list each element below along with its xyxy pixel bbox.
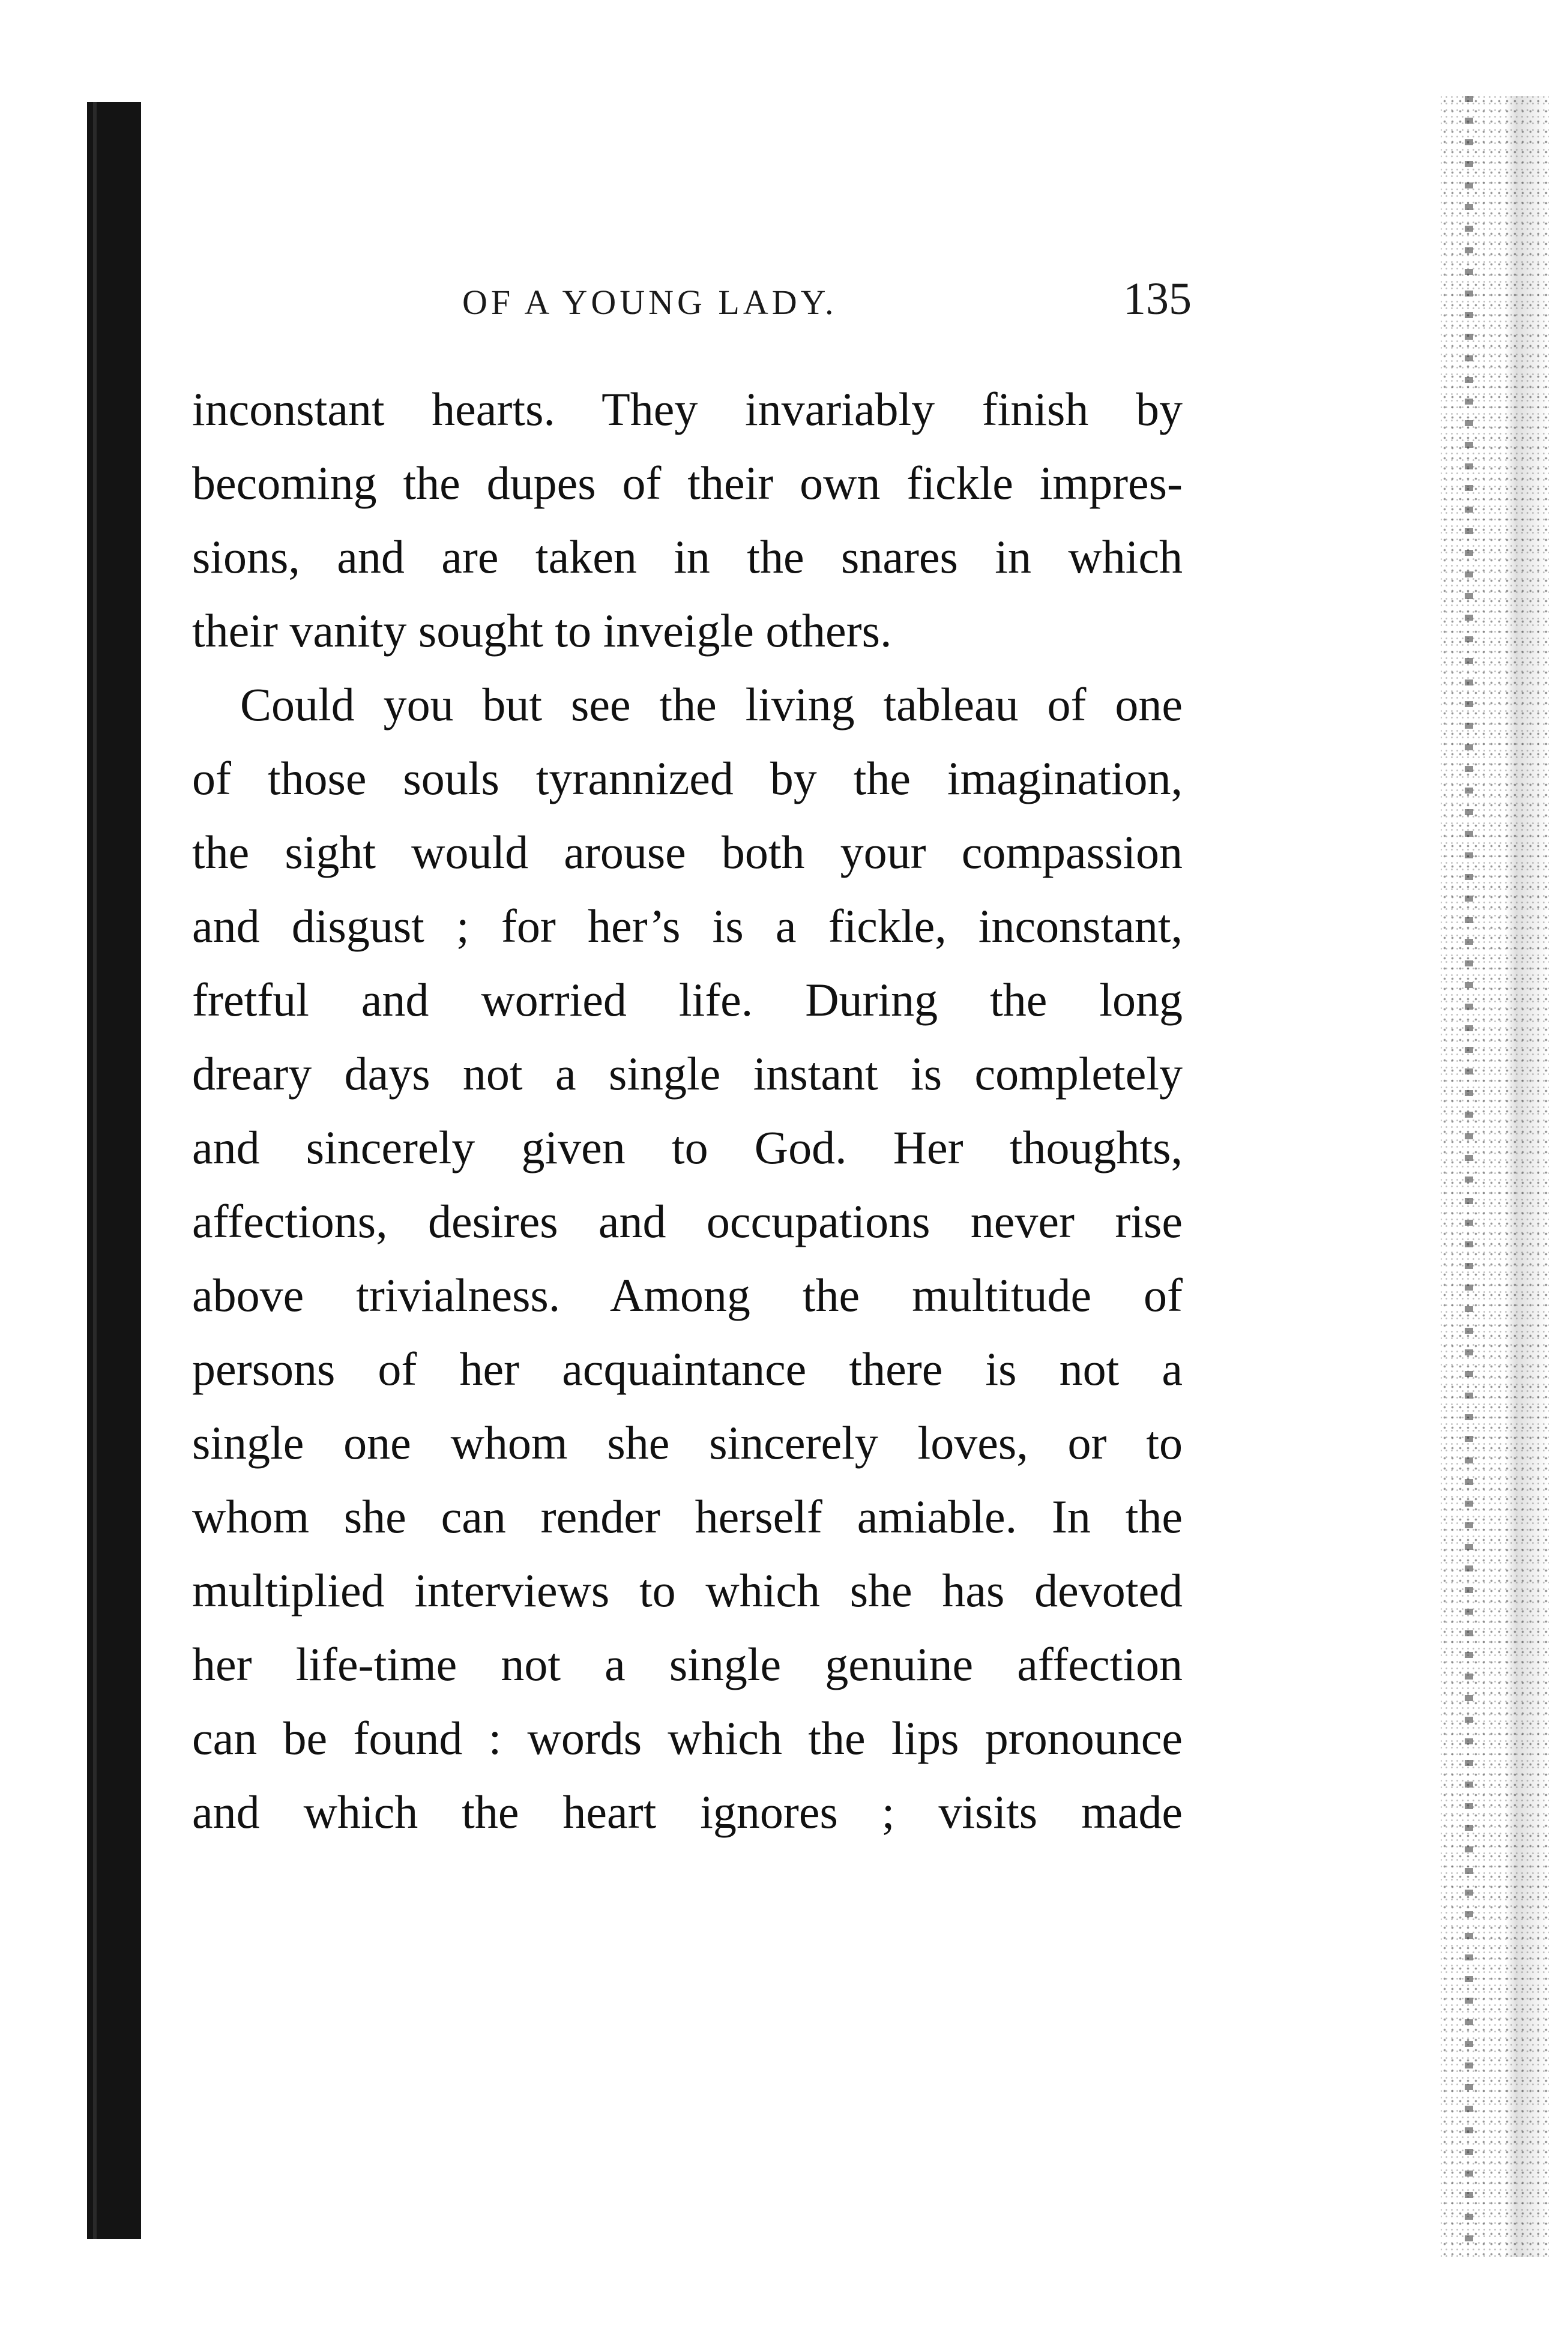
text-line: her life-time not a single genuine affection <box>192 1638 1183 1690</box>
binding-edge <box>87 102 141 2239</box>
text-line: above trivialness. Among the multitude of <box>192 1269 1183 1321</box>
page-edge-texture <box>1441 96 1549 2257</box>
text-line: multiplied interviews to which she has devoted <box>192 1564 1183 1616</box>
text-line: the sight would arouse both your compassion <box>192 826 1183 878</box>
text-line: becoming the dupes of their own fickle impres- <box>192 457 1183 509</box>
body-text <box>192 372 1183 1849</box>
text-line: can be found : words which the lips pronounce <box>192 1712 1183 1764</box>
text-line: whom she can render herself amiable. In the <box>192 1490 1183 1543</box>
text-line: Could you but see the living tableau of one <box>240 678 1183 731</box>
text-line: and disgust ; for her’s is a fickle, inconstant, <box>192 900 1183 952</box>
text-line: fretful and worried life. During the long <box>192 974 1183 1026</box>
text-line: inconstant hearts. They invariably finish by <box>192 383 1183 435</box>
text-line: single one whom she sincerely loves, or to <box>192 1417 1183 1469</box>
page-number: 135 <box>1123 274 1192 324</box>
text-line: sions, and are taken in the snares in which <box>192 531 1183 583</box>
text-line: and sincerely given to God. Her thoughts, <box>192 1121 1183 1174</box>
page-edge-strip <box>1465 96 1473 2245</box>
text-line: and which the heart ignores ; visits made <box>192 1786 1183 1838</box>
running-header: OF A YOUNG LADY. <box>462 283 837 322</box>
text-line: dreary days not a single instant is completely <box>192 1047 1183 1100</box>
text-line: persons of her acquaintance there is not a <box>192 1343 1183 1395</box>
text-line: of those souls tyrannized by the imagination, <box>192 752 1183 804</box>
text-line: affections, desires and occupations never rise <box>192 1195 1183 1247</box>
text-line: their vanity sought to inveigle others. <box>192 604 892 657</box>
